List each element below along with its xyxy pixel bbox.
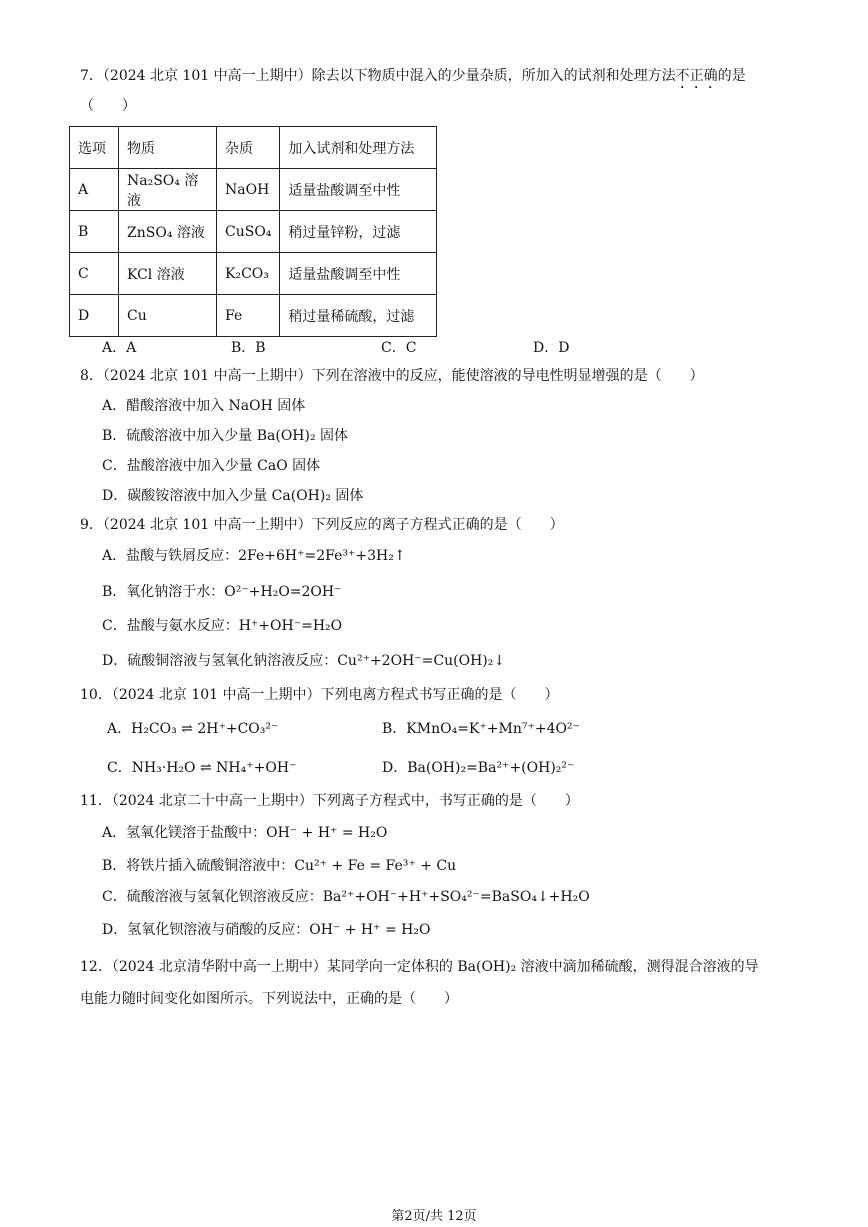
q7-stem-a: 7．（2024 北京 101 中高一上期中）除去以下物质中混入的少量杂质，所加入的试剂和处理方法 <box>80 68 676 84</box>
q9-option-d: D．硫酸铜溶液与氢氧化钠溶液反应：Cu²⁺+2OH⁻=Cu(OH)₂↓ <box>102 653 506 669</box>
q12-stem-line1: 12．（2024 北京清华附中高一上期中）某同学向一定体积的 Ba(OH)₂ 溶液中滴加稀硫酸，测得混合溶液的导 <box>80 959 759 975</box>
q7-stem-emph: 不正确 <box>675 68 718 84</box>
q7-choice-a: A．A <box>102 340 137 356</box>
table-header-cell: 杂质 <box>217 127 280 169</box>
q8-option-b: B．硫酸溶液中加入少量 Ba(OH)₂ 固体 <box>102 428 349 444</box>
q7-choice-c: C．C <box>381 340 417 356</box>
q9-option-c: C．盐酸与氨水反应：H⁺+OH⁻=H₂O <box>102 618 343 634</box>
q10-option-d: D．Ba(OH)₂=Ba²⁺+(OH)₂²⁻ <box>382 760 575 776</box>
q8-option-d: D．碳酸铵溶液中加入少量 Ca(OH)₂ 固体 <box>102 488 364 504</box>
q12-stem-line2: 电能力随时间变化如图所示。下列说法中，正确的是（ ） <box>80 991 458 1007</box>
q8-option-c: C．盐酸溶液中加入少量 CaO 固体 <box>102 458 321 474</box>
table-header-cell: 选项 <box>70 127 119 169</box>
q10-stem: 10．（2024 北京 101 中高一上期中）下列电离方程式书写正确的是（ ） <box>80 687 559 703</box>
q8-stem: 8．（2024 北京 101 中高一上期中）下列在溶液中的反应，能使溶液的导电性明显增强的是（ ） <box>80 368 704 384</box>
page-footer: 第2页/共 12页 <box>391 1209 477 1224</box>
q9-stem: 9．（2024 北京 101 中高一上期中）下列反应的离子方程式正确的是（ ） <box>80 517 564 533</box>
q7-stem-b: 的是 <box>717 68 746 84</box>
table-cell: Fe <box>217 295 280 337</box>
q7-table <box>69 126 437 337</box>
q7-stem <box>80 66 746 92</box>
q7-paren: （ ） <box>80 98 136 114</box>
q10-option-b: B．KMnO₄=K⁺+Mn⁷⁺+4O²⁻ <box>382 721 580 737</box>
table-cell: 适量盐酸调至中性 <box>280 169 437 211</box>
q8-option-a: A．醋酸溶液中加入 NaOH 固体 <box>102 398 306 414</box>
q11-option-d: D．氢氧化钡溶液与硝酸的反应：OH⁻ + H⁺ = H₂O <box>102 922 431 938</box>
table-cell: ZnSO₄ 溶液 <box>119 211 217 253</box>
q10-option-c: C．NH₃·H₂O ⇌ NH₄⁺+OH⁻ <box>107 760 297 776</box>
table-row <box>70 253 437 295</box>
table-cell: K₂CO₃ <box>217 253 280 295</box>
table-cell: 稍过量锌粉，过滤 <box>280 211 437 253</box>
table-cell: CuSO₄ <box>217 211 280 253</box>
table-cell: Na₂SO₄ 溶液 <box>119 169 217 211</box>
table-header-cell: 加入试剂和处理方法 <box>280 127 437 169</box>
q9-option-b: B．氧化钠溶于水：O²⁻+H₂O=2OH⁻ <box>102 584 342 600</box>
table-cell: 稍过量稀硫酸，过滤 <box>280 295 437 337</box>
q9-option-a: A．盐酸与铁屑反应：2Fe+6H⁺=2Fe³⁺+3H₂↑ <box>102 548 406 564</box>
table-cell: C <box>70 253 119 295</box>
table-header-cell: 物质 <box>119 127 217 169</box>
q7-choice-d: D．D <box>533 340 570 356</box>
table-cell: Cu <box>119 295 217 337</box>
table-cell: A <box>70 169 119 211</box>
q7-choice-b: B．B <box>231 340 266 356</box>
q11-option-b: B．将铁片插入硫酸铜溶液中：Cu²⁺ + Fe = Fe³⁺ + Cu <box>102 858 457 874</box>
q11-option-c: C．硫酸溶液与氢氧化钡溶液反应：Ba²⁺+OH⁻+H⁺+SO₄²⁻=BaSO₄↓+H₂O <box>102 889 590 905</box>
table-row <box>70 211 437 253</box>
q11-option-a: A．氢氧化镁溶于盐酸中：OH⁻ + H⁺ = H₂O <box>102 825 388 841</box>
table-cell: 适量盐酸调至中性 <box>280 253 437 295</box>
table-cell: NaOH <box>217 169 280 211</box>
table-cell: KCl 溶液 <box>119 253 217 295</box>
table-row <box>70 169 437 211</box>
table-cell: D <box>70 295 119 337</box>
q10-option-a: A．H₂CO₃ ⇌ 2H⁺+CO₃²⁻ <box>107 721 279 737</box>
q11-stem: 11．（2024 北京二十中高一上期中）下列离子方程式中，书写正确的是（ ） <box>80 793 579 809</box>
table-cell: B <box>70 211 119 253</box>
table-row <box>70 295 437 337</box>
table-header-row <box>70 127 437 169</box>
